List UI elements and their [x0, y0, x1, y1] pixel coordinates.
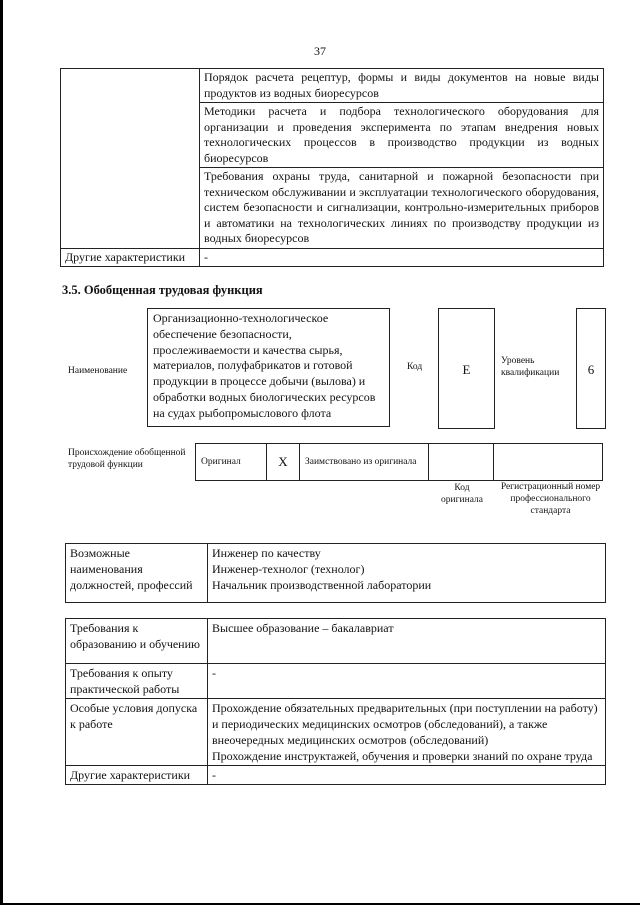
qualification-level-value: 6: [587, 362, 595, 377]
registration-number-caption: Регистрационный номер профессионального стандарта: [500, 482, 601, 516]
name-label: Наименование: [68, 366, 128, 376]
admission-conditions-label: Особые условия допуска к работе: [66, 699, 208, 766]
requirements-table: [65, 618, 606, 785]
original-code-cell: [429, 444, 494, 481]
origin-label: Происхождение обобщенной трудовой функции: [68, 448, 186, 470]
position-item: Инженер по качеству: [212, 546, 321, 560]
experience-value: -: [208, 664, 606, 699]
page-number: 37: [314, 44, 326, 58]
table-row: Требования охраны труда, санитарной и пожарной безопасности при техническом обслуживании и эксплуатации технологического оборудования, систем безопасности и сигнализации, контрольно-измерительных приборов и автоматики на технологических линиях по производству продукции из водных биоресурсов: [200, 168, 604, 249]
table-row: Порядок расчета рецептур, формы и виды документов на новые виды продуктов из водных биоресурсов: [200, 69, 604, 103]
admission-conditions-value: [208, 699, 606, 766]
other-characteristics-label: Другие характеристики: [61, 248, 200, 267]
original-mark: X: [267, 444, 300, 481]
code-value: E: [462, 362, 471, 377]
original-label: Оригинал: [196, 444, 267, 481]
position-item: Инженер-технолог (технолог): [212, 562, 365, 576]
table-row: Методики расчета и подбора технологического оборудования для организации и проведения эксперимента по этапам внедрения новых технологических процессов в производство продукции из водных биоресурсов: [200, 103, 604, 168]
education-value: Высшее образование – бакалавриат: [208, 619, 606, 664]
borrowed-label: Заимствовано из оригинала: [300, 444, 429, 481]
positions-table: [65, 543, 606, 603]
other-characteristics-value: -: [200, 248, 604, 267]
other-characteristics-value: -: [208, 766, 606, 785]
previous-function-table: [60, 68, 604, 267]
other-characteristics-label: Другие характеристики: [66, 766, 208, 785]
admission-condition-item: Прохождение инструктажей, обучения и проверки знаний по охране труда: [212, 749, 593, 763]
qualification-level-label: Уровень квалификации: [501, 356, 560, 378]
position-item: Начальник производственной лаборатории: [212, 578, 432, 592]
table-left-cell: [61, 69, 200, 249]
qualification-level-box: [576, 308, 606, 429]
experience-label: Требования к опыту практической работы: [66, 664, 208, 699]
original-code-caption: Код оригинала: [441, 483, 483, 505]
code-box: [438, 308, 495, 429]
code-label: Код: [407, 362, 423, 372]
positions-values: [208, 544, 606, 603]
positions-label: Возможные наименования должностей, профессий: [66, 544, 208, 603]
section-heading: 3.5. Обобщенная трудовая функция: [62, 283, 263, 297]
admission-condition-item: Прохождение обязательных предварительных (при поступлении на работу) и периодических медицинских осмотров (обследований), а также внеочередных медицинских осмотров (обследований): [212, 701, 598, 747]
education-label: Требования к образованию и обучению: [66, 619, 208, 664]
page-edge: [0, 0, 3, 905]
origin-table: [195, 443, 603, 481]
function-name-value: Организационно-технологическое обеспечение безопасности, прослеживаемости и качества сырья, материалов, полуфабрикатов и готовой продукции в процессе добычи (вылова) и обработки водных биологических ресурсов на судах рыбопромыслового флота: [147, 308, 390, 427]
registration-number-cell: [494, 444, 603, 481]
